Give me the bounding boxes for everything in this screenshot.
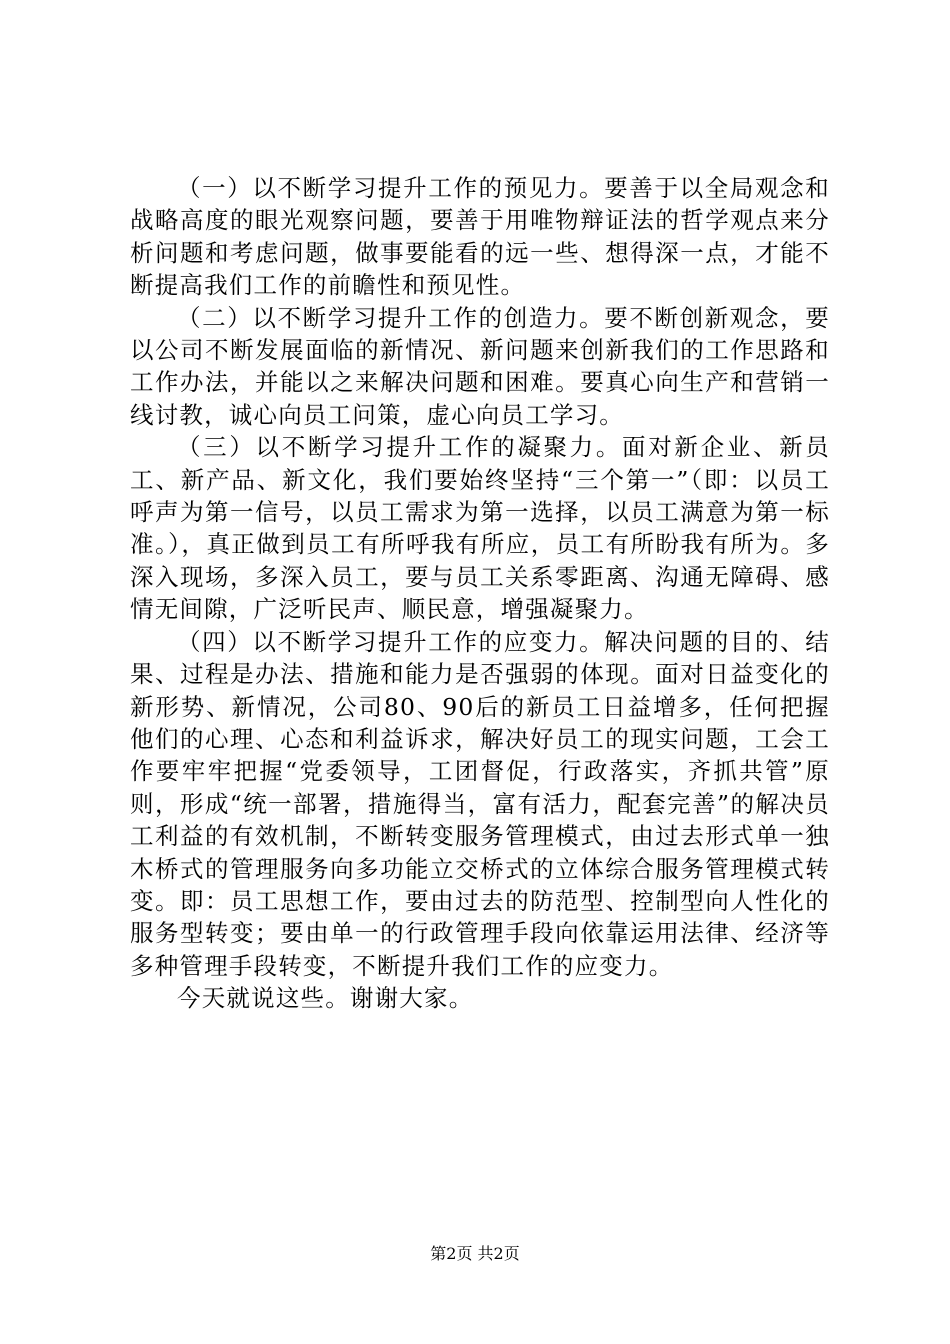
paragraph-2: （二）以不断学习提升工作的创造力。要不断创新观念，要以公司不断发展面临的新情况、新问题来创新我们的工作思路和工作办法，并能以之来解决问题和困难。要真心向生产和营销一线讨教，诚心向员工问策，虚心向员工学习。 bbox=[130, 303, 830, 429]
page-footer bbox=[0, 1244, 950, 1264]
paragraph-3: （三）以不断学习提升工作的凝聚力。面对新企业、新员工、新产品、新文化，我们要始终坚持“三个第一”（即：以员工呼声为第一信号，以员工需求为第一选择，以员工满意为第一标准。），真正做到员工有所呼我有所应，员工有所盼我有所为。多深入现场，多深入员工，要与员工关系零距离、沟通无障碍、感情无间隙，广泛听民声、顺民意，增强凝聚力。 bbox=[130, 433, 830, 624]
document-body bbox=[130, 172, 830, 1015]
paragraph-1: （一）以不断学习提升工作的预见力。要善于以全局观念和战略高度的眼光观察问题，要善于用唯物辩证法的哲学观点来分析问题和考虑问题，做事要能看的远一些、想得深一点，才能不断提高我们工作的前瞻性和预见性。 bbox=[130, 174, 830, 300]
paragraph-4: （四）以不断学习提升工作的应变力。解决问题的目的、结果、过程是办法、措施和能力是否强弱的体现。面对日益变化的新形势、新情况，公司80、90后的新员工日益增多，任何把握他们的心理、心态和利益诉求，解决好员工的现实问题，工会工作要牢牢把握“党委领导，工团督促，行政落实，齐抓共管”原则，形成“统一部署，措施得当，富有活力，配套完善”的解决员工利益的有效机制，不断转变服务管理模式，由过去形式单一独木桥式的管理服务向多功能立交桥式的立体综合服务管理模式转变。即：员工思想工作，要由过去的防范型、控制型向人性化的服务型转变；要由单一的行政管理手段向依靠运用法律、经济等多种管理手段转变，不断提升我们工作的应变力。 bbox=[130, 627, 830, 980]
paragraph-closing: 今天就说这些。谢谢大家。 bbox=[177, 984, 474, 1013]
page-number-label: 第2页 共2页 bbox=[430, 1244, 520, 1263]
